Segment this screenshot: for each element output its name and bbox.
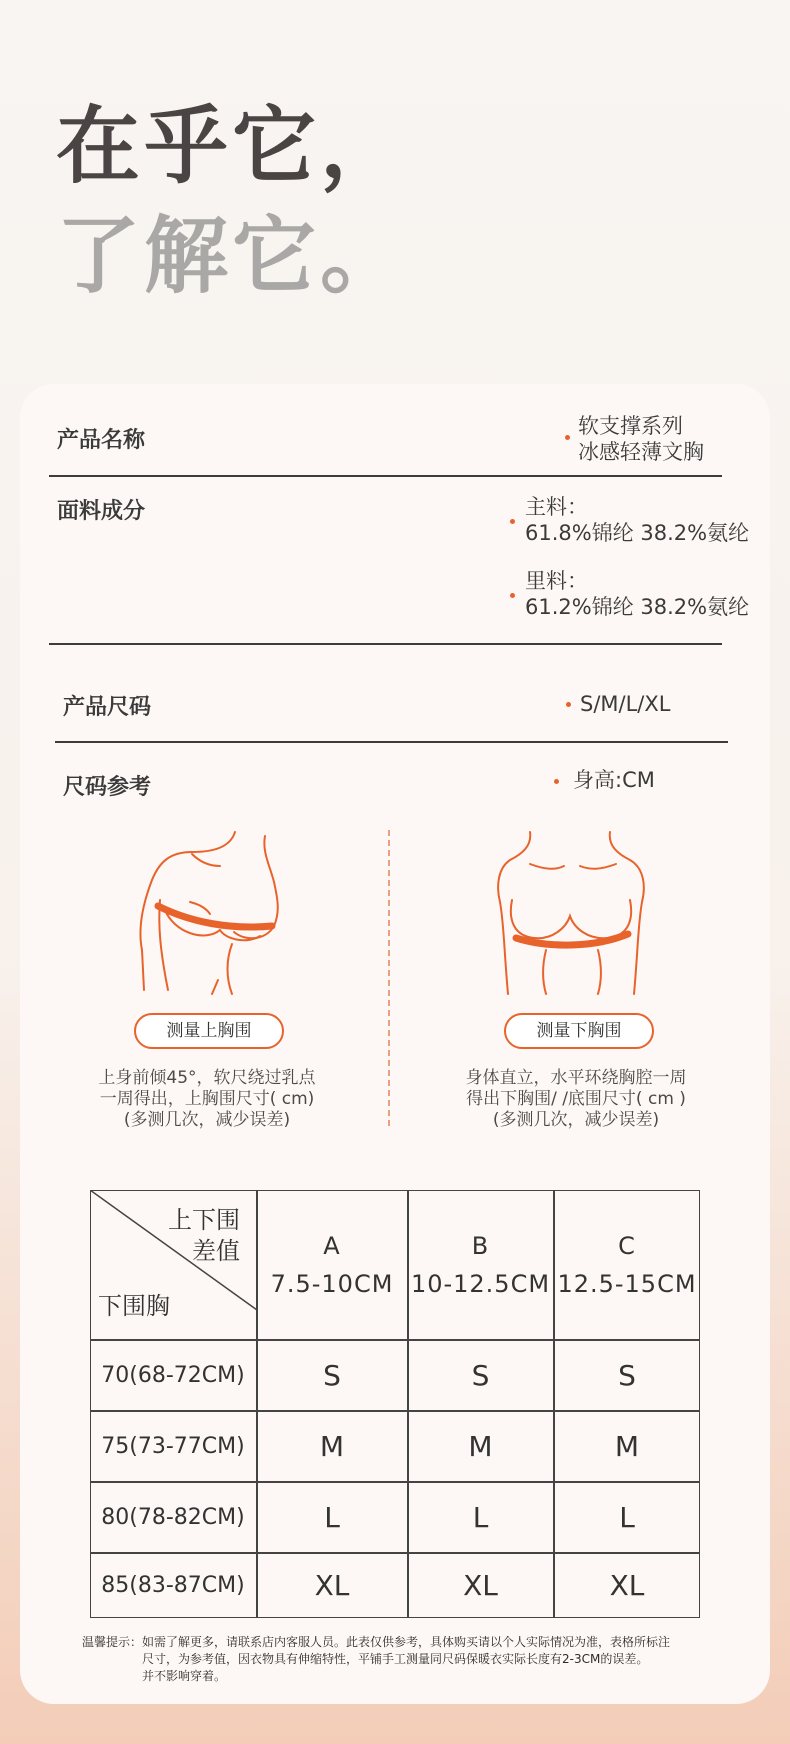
table-cell-size: L: [324, 1500, 340, 1534]
bullet-dot: [566, 702, 571, 707]
headline-line-2: 了解它。: [56, 207, 409, 305]
size-reference-value: 身高:CM: [573, 768, 655, 792]
fabric-main: 主料： 61.8%锦纶 38.2%氨纶: [525, 495, 750, 545]
table-cell-size: M: [468, 1429, 493, 1463]
fabric-label: 面料成分: [57, 499, 146, 524]
table-cell-size: S: [471, 1358, 490, 1392]
size-value: S/M/L/XL: [580, 692, 671, 716]
column-header-c: C 12.5-15CM: [557, 1232, 697, 1298]
measure-lower-bust-button[interactable]: 测量下胸围: [504, 1013, 654, 1049]
bullet-dot: [510, 593, 515, 598]
table-cell-size: L: [472, 1500, 489, 1534]
bullet-dot: [565, 435, 570, 440]
corner-header-top-1: 上下围: [168, 1205, 240, 1234]
product-name-value: 软支撑系列 冰感轻薄文胸: [578, 414, 704, 464]
product-name-label: 产品名称: [57, 428, 146, 453]
lower-bust-instructions: 身体直立，水平环绕胸腔一周 得出下胸围/ /底围尺寸( cm ) (多测几次，减少误差): [465, 1068, 687, 1130]
warm-tips-note: 温馨提示：如需了解更多，请联系店内客服人员。此表仅供参考，具体购买请以个人实际情况为准，表格所标注 尺寸，为参考值，因衣物具有伸缩特性，平铺手工测量同尺码保暖衣实际长度有2-3CM的误差。 并不影响穿着。: [82, 1635, 671, 1683]
column-header-b: B 10-12.5CM: [410, 1232, 551, 1298]
divider: [49, 475, 722, 477]
upper-bust-illustration: [130, 830, 300, 1000]
bullet-dot: [554, 779, 559, 784]
corner-header-top-2: 差值: [192, 1236, 240, 1265]
column-header-a: A 7.5-10CM: [270, 1232, 394, 1298]
corner-header-bottom: 下围胸: [98, 1291, 170, 1320]
measure-upper-bust-button[interactable]: 测量上胸围: [134, 1013, 284, 1049]
lower-bust-illustration: [490, 830, 660, 1000]
bullet-dot: [510, 519, 515, 524]
size-reference-label: 尺码参考: [63, 775, 152, 800]
illustration-divider: [388, 830, 390, 1126]
size-label: 产品尺码: [63, 695, 152, 720]
table-cell-size: S: [618, 1358, 636, 1392]
divider: [49, 643, 722, 645]
fabric-lining: 里料： 61.2%锦纶 38.2%氨纶: [525, 569, 750, 619]
table-cell-size: M: [614, 1429, 640, 1463]
table-row-label: 80(78-82CM): [101, 1504, 245, 1530]
table-row-label: 75(73-77CM): [101, 1433, 245, 1459]
divider: [55, 741, 728, 743]
headline-line-1: 在乎它，: [56, 97, 409, 195]
table-cell-size: L: [619, 1500, 635, 1534]
upper-bust-instructions: 上身前倾45°，软尺绕过乳点 一周得出，上胸围尺寸( cm) (多测几次，减少误差): [98, 1068, 316, 1130]
table-row-label: 70(68-72CM): [101, 1362, 245, 1388]
table-cell-size: S: [323, 1358, 341, 1392]
table-cell-size: XL: [314, 1569, 350, 1602]
table-row-label: 85(83-87CM): [101, 1573, 245, 1598]
table-cell-size: XL: [463, 1569, 498, 1602]
table-cell-size: M: [319, 1429, 345, 1463]
table-cell-size: XL: [609, 1569, 645, 1602]
